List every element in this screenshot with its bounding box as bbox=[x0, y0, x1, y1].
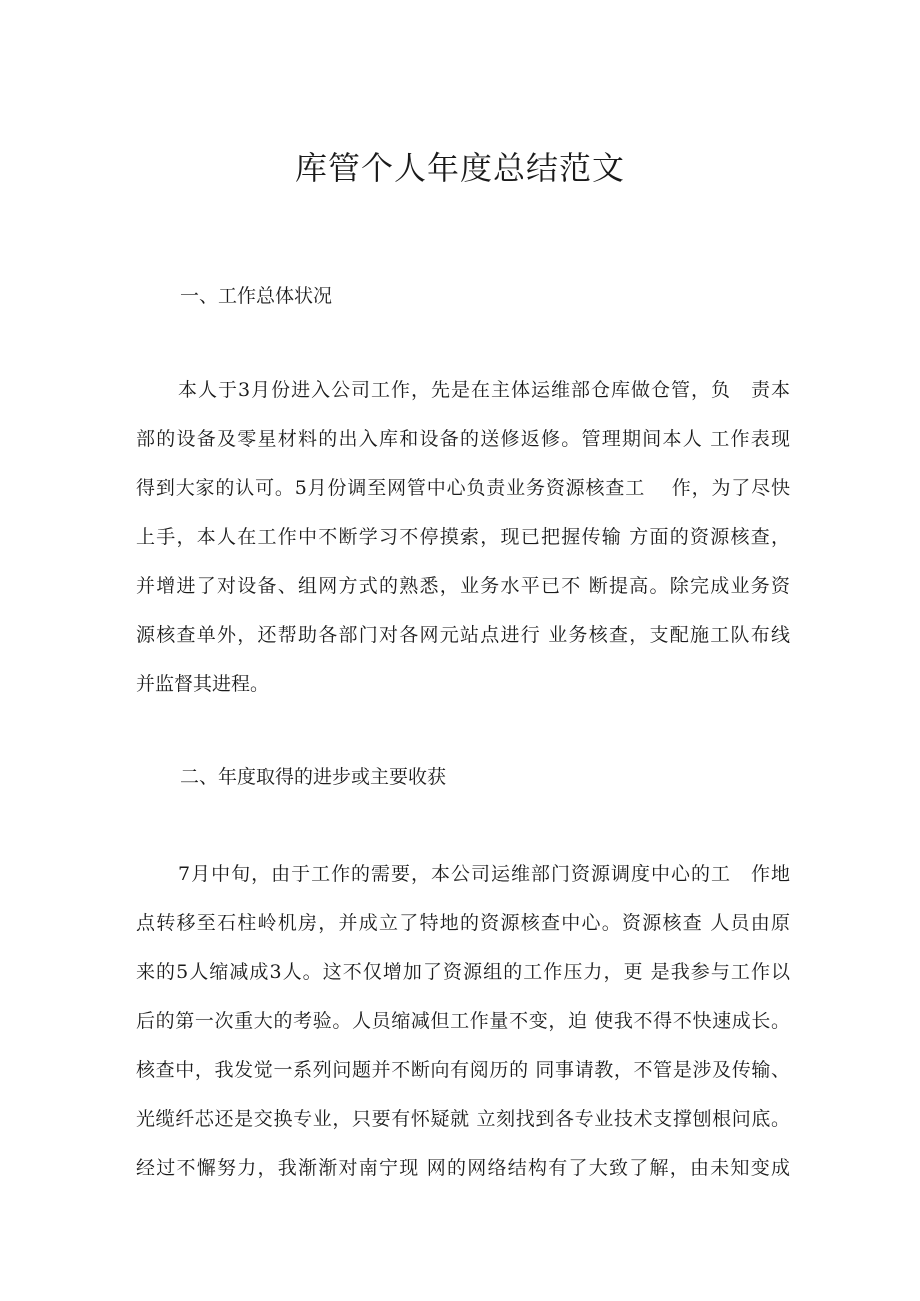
paragraph-line: 部的设备及零星材料的出入库和设备的送修返修。管理期间本人 工作表现 bbox=[136, 428, 790, 450]
paragraph-line: 7月中旬，由于工作的需要，本公司运维部门资源调度中心的工 作地 bbox=[178, 863, 790, 885]
paragraph-line: 后的第一次重大的考验。人员缩减但工作量不变，迫 使我不得不快速成长。 bbox=[136, 1010, 790, 1032]
paragraph-line: 本人于3月份进入公司工作，先是在主体运维部仓库做仓管，负 责本 bbox=[178, 379, 790, 401]
paragraph-line: 上手，本人在工作中不断学习不停摸索，现已把握传输 方面的资源核查， bbox=[136, 526, 790, 548]
paragraph-line: 源核查单外，还帮助各部门对各网元站点进行 业务核查，支配施工队布线 bbox=[136, 624, 790, 646]
paragraph-line: 并监督其进程。 bbox=[136, 673, 270, 695]
paragraph-line: 点转移至石柱岭机房，并成立了特地的资源核查中心。资源核查 人员由原 bbox=[136, 912, 790, 934]
paragraph-line: 得到大家的认可。5月份调至网管中心负责业务资源核查工 作，为了尽快 bbox=[136, 477, 790, 499]
section-1-paragraph bbox=[136, 366, 790, 709]
paragraph-line: 并增进了对设备、组网方式的熟悉，业务水平已不 断提高。除完成业务资 bbox=[136, 575, 790, 597]
section-heading-2: 二、年度取得的进步或主要收获 bbox=[180, 766, 447, 788]
paragraph-line: 光缆纤芯还是交换专业，只要有怀疑就 立刻找到各专业技术支撑刨根问底。 bbox=[136, 1108, 790, 1130]
paragraph-line: 来的5人缩减成3人。这不仅增加了资源组的工作压力，更 是我参与工作以 bbox=[136, 961, 790, 983]
section-heading-1: 一、工作总体状况 bbox=[180, 285, 333, 307]
paragraph-line: 经过不懈努力，我渐渐对南宁现 网的网络结构有了大致了解，由未知变成 bbox=[136, 1157, 790, 1179]
section-2-paragraph bbox=[136, 850, 790, 1193]
document-title: 库管个人年度总结范文 bbox=[294, 149, 625, 187]
paragraph-line: 核查中，我发觉一系列问题并不断向有阅历的 同事请教，不管是涉及传输、 bbox=[136, 1059, 790, 1081]
